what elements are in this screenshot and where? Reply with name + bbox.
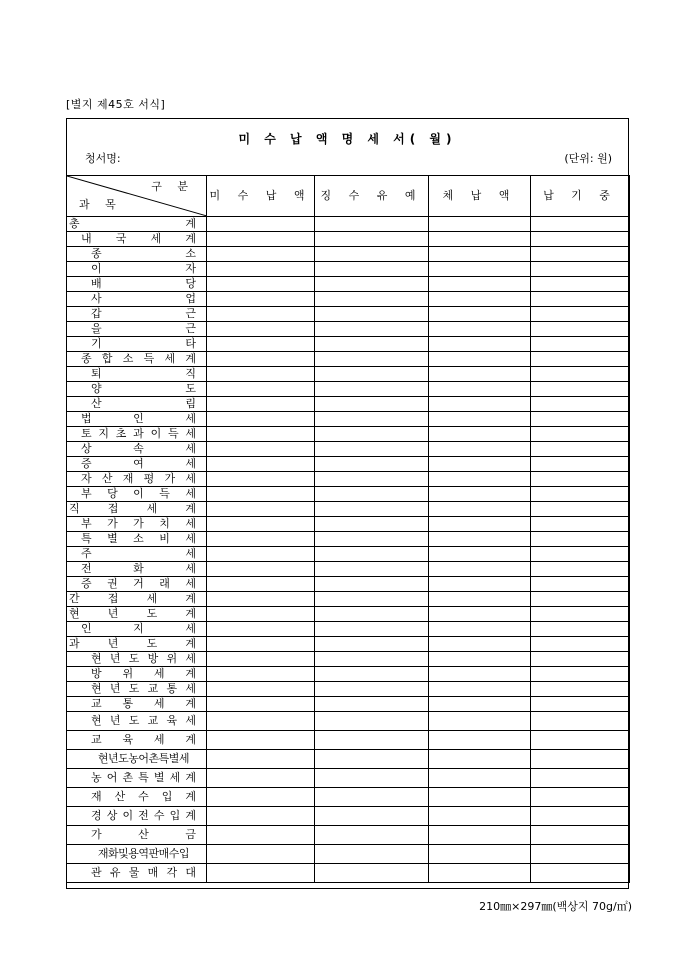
- table-row: [67, 412, 630, 427]
- column-header-misunap: 미 수 납 액: [207, 176, 315, 217]
- value-cell-jingsu-yuye[interactable]: [315, 277, 429, 292]
- row-label: 특 별 소 비 세: [67, 532, 207, 547]
- table-row: [67, 277, 630, 292]
- unit-label: (단위: 원): [564, 152, 612, 165]
- value-cell-napgi[interactable]: [531, 826, 630, 845]
- row-label: 증 여 세: [67, 457, 207, 472]
- value-cell-chenap[interactable]: [429, 382, 531, 397]
- value-cell-napgi[interactable]: [531, 472, 630, 487]
- row-label: 재 산 수 입 계: [67, 788, 207, 807]
- value-cell-jingsu-yuye[interactable]: [315, 577, 429, 592]
- value-cell-chenap[interactable]: [429, 622, 531, 637]
- value-cell-misunap[interactable]: [207, 532, 315, 547]
- value-cell-napgi[interactable]: [531, 232, 630, 247]
- value-cell-misunap[interactable]: [207, 697, 315, 712]
- value-cell-chenap[interactable]: [429, 472, 531, 487]
- value-cell-chenap[interactable]: [429, 697, 531, 712]
- table-row: [67, 532, 630, 547]
- table-row: [67, 487, 630, 502]
- row-label: 갑 근: [67, 307, 207, 322]
- value-cell-chenap[interactable]: [429, 577, 531, 592]
- value-cell-chenap[interactable]: [429, 826, 531, 845]
- value-cell-napgi[interactable]: [531, 697, 630, 712]
- table-row: [67, 262, 630, 277]
- value-cell-misunap[interactable]: [207, 472, 315, 487]
- value-cell-chenap[interactable]: [429, 547, 531, 562]
- value-cell-napgi[interactable]: [531, 622, 630, 637]
- value-cell-misunap[interactable]: [207, 277, 315, 292]
- table-row: [67, 322, 630, 337]
- table-row: [67, 769, 630, 788]
- value-cell-jingsu-yuye[interactable]: [315, 682, 429, 697]
- table-row: [67, 667, 630, 682]
- value-cell-chenap[interactable]: [429, 807, 531, 826]
- value-cell-misunap[interactable]: [207, 457, 315, 472]
- table-row: [67, 427, 630, 442]
- row-label: 현 년 도 방 위 세: [67, 652, 207, 667]
- row-label: 관 유 물 매 각 대: [67, 864, 207, 883]
- value-cell-chenap[interactable]: [429, 262, 531, 277]
- row-label: 상 속 세: [67, 442, 207, 457]
- table-row: [67, 457, 630, 472]
- value-cell-napgi[interactable]: [531, 864, 630, 883]
- value-cell-chenap[interactable]: [429, 682, 531, 697]
- value-cell-misunap[interactable]: [207, 845, 315, 864]
- value-cell-misunap[interactable]: [207, 807, 315, 826]
- value-cell-misunap[interactable]: [207, 750, 315, 769]
- value-cell-misunap[interactable]: [207, 247, 315, 262]
- row-label: 농 어 촌 특 별 세 계: [67, 769, 207, 788]
- value-cell-jingsu-yuye[interactable]: [315, 442, 429, 457]
- value-cell-jingsu-yuye[interactable]: [315, 382, 429, 397]
- value-cell-misunap[interactable]: [207, 517, 315, 532]
- value-cell-napgi[interactable]: [531, 262, 630, 277]
- value-cell-chenap[interactable]: [429, 637, 531, 652]
- value-cell-napgi[interactable]: [531, 247, 630, 262]
- value-cell-jingsu-yuye[interactable]: [315, 337, 429, 352]
- table-row: [67, 607, 630, 622]
- value-cell-jingsu-yuye[interactable]: [315, 262, 429, 277]
- table-row: [67, 682, 630, 697]
- row-label: 증 권 거 래 세: [67, 577, 207, 592]
- value-cell-misunap[interactable]: [207, 682, 315, 697]
- value-cell-chenap[interactable]: [429, 292, 531, 307]
- value-cell-jingsu-yuye[interactable]: [315, 352, 429, 367]
- row-label: 재화및용역판매수입: [67, 845, 207, 864]
- value-cell-misunap[interactable]: [207, 217, 315, 232]
- value-cell-napgi[interactable]: [531, 652, 630, 667]
- value-cell-jingsu-yuye[interactable]: [315, 788, 429, 807]
- value-cell-chenap[interactable]: [429, 217, 531, 232]
- statement-form: [66, 118, 629, 889]
- value-cell-napgi[interactable]: [531, 502, 630, 517]
- value-cell-napgi[interactable]: [531, 292, 630, 307]
- value-cell-misunap[interactable]: [207, 826, 315, 845]
- value-cell-jingsu-yuye[interactable]: [315, 864, 429, 883]
- value-cell-napgi[interactable]: [531, 577, 630, 592]
- form-title: 미 수 납 액 명 세 서( 월): [238, 132, 457, 146]
- column-header-jingsu-yuye: 징 수 유 예: [315, 176, 429, 217]
- value-cell-misunap[interactable]: [207, 397, 315, 412]
- table-row: [67, 652, 630, 667]
- value-cell-jingsu-yuye[interactable]: [315, 232, 429, 247]
- value-cell-napgi[interactable]: [531, 607, 630, 622]
- value-cell-jingsu-yuye[interactable]: [315, 667, 429, 682]
- value-cell-chenap[interactable]: [429, 502, 531, 517]
- value-cell-chenap[interactable]: [429, 352, 531, 367]
- value-cell-misunap[interactable]: [207, 367, 315, 382]
- value-cell-chenap[interactable]: [429, 562, 531, 577]
- value-cell-misunap[interactable]: [207, 731, 315, 750]
- row-label: 현 년 도 교 육 세: [67, 712, 207, 731]
- value-cell-chenap[interactable]: [429, 427, 531, 442]
- table-row: [67, 247, 630, 262]
- value-cell-napgi[interactable]: [531, 667, 630, 682]
- table-row: [67, 562, 630, 577]
- table-row: [67, 502, 630, 517]
- table-row: [67, 750, 630, 769]
- table-row: [67, 232, 630, 247]
- row-label: 법 인 세: [67, 412, 207, 427]
- row-label: 사 업: [67, 292, 207, 307]
- value-cell-chenap[interactable]: [429, 457, 531, 472]
- value-cell-chenap[interactable]: [429, 397, 531, 412]
- value-cell-chenap[interactable]: [429, 788, 531, 807]
- row-label: 가 산 금: [67, 826, 207, 845]
- value-cell-misunap[interactable]: [207, 592, 315, 607]
- value-cell-chenap[interactable]: [429, 667, 531, 682]
- value-cell-napgi[interactable]: [531, 397, 630, 412]
- value-cell-misunap[interactable]: [207, 622, 315, 637]
- value-cell-napgi[interactable]: [531, 367, 630, 382]
- row-label: 총 계: [67, 217, 207, 232]
- row-label: 을 근: [67, 322, 207, 337]
- value-cell-napgi[interactable]: [531, 322, 630, 337]
- table-row: [67, 712, 630, 731]
- value-cell-chenap[interactable]: [429, 712, 531, 731]
- row-label: 인 지 세: [67, 622, 207, 637]
- value-cell-napgi[interactable]: [531, 427, 630, 442]
- value-cell-chenap[interactable]: [429, 845, 531, 864]
- value-cell-jingsu-yuye[interactable]: [315, 307, 429, 322]
- value-cell-napgi[interactable]: [531, 517, 630, 532]
- row-label: 종 합 소 득 세 계: [67, 352, 207, 367]
- table-row: [67, 577, 630, 592]
- table-row: [67, 622, 630, 637]
- value-cell-jingsu-yuye[interactable]: [315, 712, 429, 731]
- row-label: 현 년 도 교 통 세: [67, 682, 207, 697]
- value-cell-misunap[interactable]: [207, 769, 315, 788]
- value-cell-misunap[interactable]: [207, 637, 315, 652]
- value-cell-chenap[interactable]: [429, 607, 531, 622]
- value-cell-jingsu-yuye[interactable]: [315, 427, 429, 442]
- value-cell-chenap[interactable]: [429, 337, 531, 352]
- value-cell-misunap[interactable]: [207, 487, 315, 502]
- table-row: [67, 547, 630, 562]
- table-row: [67, 788, 630, 807]
- value-cell-chenap[interactable]: [429, 532, 531, 547]
- value-cell-misunap[interactable]: [207, 337, 315, 352]
- value-cell-chenap[interactable]: [429, 322, 531, 337]
- column-header-napgi: 납 기 중: [531, 176, 630, 217]
- table-row: [67, 217, 630, 232]
- value-cell-jingsu-yuye[interactable]: [315, 731, 429, 750]
- value-cell-jingsu-yuye[interactable]: [315, 826, 429, 845]
- value-cell-chenap[interactable]: [429, 769, 531, 788]
- value-cell-chenap[interactable]: [429, 307, 531, 322]
- value-cell-misunap[interactable]: [207, 232, 315, 247]
- row-label: 자 산 재 평 가 세: [67, 472, 207, 487]
- value-cell-jingsu-yuye[interactable]: [315, 487, 429, 502]
- row-label: 경 상 이 전 수 입 계: [67, 807, 207, 826]
- row-label: 배 당: [67, 277, 207, 292]
- table-row: [67, 307, 630, 322]
- value-cell-chenap[interactable]: [429, 652, 531, 667]
- value-cell-jingsu-yuye[interactable]: [315, 247, 429, 262]
- value-cell-misunap[interactable]: [207, 412, 315, 427]
- value-cell-napgi[interactable]: [531, 592, 630, 607]
- table-row: [67, 337, 630, 352]
- value-cell-jingsu-yuye[interactable]: [315, 607, 429, 622]
- value-cell-misunap[interactable]: [207, 352, 315, 367]
- header-gubun: 구 분: [151, 180, 194, 193]
- value-cell-jingsu-yuye[interactable]: [315, 412, 429, 427]
- row-label: 기 타: [67, 337, 207, 352]
- value-cell-misunap[interactable]: [207, 292, 315, 307]
- table-row: [67, 367, 630, 382]
- header-gwamok: 과 목: [79, 198, 122, 211]
- value-cell-jingsu-yuye[interactable]: [315, 652, 429, 667]
- value-cell-chenap[interactable]: [429, 442, 531, 457]
- table-header-row: [67, 176, 630, 217]
- value-cell-jingsu-yuye[interactable]: [315, 292, 429, 307]
- value-cell-misunap[interactable]: [207, 427, 315, 442]
- value-cell-napgi[interactable]: [531, 457, 630, 472]
- value-cell-chenap[interactable]: [429, 517, 531, 532]
- row-label: 토 지 초 과 이 득 세: [67, 427, 207, 442]
- value-cell-jingsu-yuye[interactable]: [315, 845, 429, 864]
- value-cell-misunap[interactable]: [207, 562, 315, 577]
- value-cell-chenap[interactable]: [429, 277, 531, 292]
- row-label: 현년도농어촌특별세: [67, 750, 207, 769]
- value-cell-misunap[interactable]: [207, 788, 315, 807]
- value-cell-chenap[interactable]: [429, 247, 531, 262]
- value-cell-chenap[interactable]: [429, 592, 531, 607]
- value-cell-chenap[interactable]: [429, 367, 531, 382]
- value-cell-misunap[interactable]: [207, 712, 315, 731]
- row-label: 양 도: [67, 382, 207, 397]
- value-cell-misunap[interactable]: [207, 652, 315, 667]
- value-cell-jingsu-yuye[interactable]: [315, 592, 429, 607]
- table-row: [67, 472, 630, 487]
- table-row: [67, 697, 630, 712]
- value-cell-napgi[interactable]: [531, 712, 630, 731]
- table-row: [67, 731, 630, 750]
- table-row: [67, 826, 630, 845]
- value-cell-jingsu-yuye[interactable]: [315, 750, 429, 769]
- row-label: 부 당 이 득 세: [67, 487, 207, 502]
- table-row: [67, 807, 630, 826]
- value-cell-jingsu-yuye[interactable]: [315, 502, 429, 517]
- value-cell-napgi[interactable]: [531, 845, 630, 864]
- row-label: 내 국 세 계: [67, 232, 207, 247]
- value-cell-napgi[interactable]: [531, 487, 630, 502]
- value-cell-chenap[interactable]: [429, 750, 531, 769]
- value-cell-misunap[interactable]: [207, 442, 315, 457]
- value-cell-jingsu-yuye[interactable]: [315, 517, 429, 532]
- value-cell-napgi[interactable]: [531, 731, 630, 750]
- value-cell-jingsu-yuye[interactable]: [315, 397, 429, 412]
- value-cell-chenap[interactable]: [429, 731, 531, 750]
- paper-spec-note: 210㎜×297㎜(백상지 70g/㎡): [479, 900, 632, 913]
- table-row: [67, 637, 630, 652]
- row-label: 종 소: [67, 247, 207, 262]
- value-cell-chenap[interactable]: [429, 864, 531, 883]
- table-row: [67, 442, 630, 457]
- value-cell-napgi[interactable]: [531, 532, 630, 547]
- arrears-table: [66, 175, 630, 883]
- form-number-label: [별지 제45호 서식]: [66, 98, 166, 111]
- value-cell-napgi[interactable]: [531, 788, 630, 807]
- value-cell-misunap[interactable]: [207, 382, 315, 397]
- value-cell-napgi[interactable]: [531, 337, 630, 352]
- value-cell-chenap[interactable]: [429, 487, 531, 502]
- value-cell-jingsu-yuye[interactable]: [315, 562, 429, 577]
- value-cell-jingsu-yuye[interactable]: [315, 807, 429, 826]
- diagonal-header-cell: [67, 176, 207, 217]
- value-cell-jingsu-yuye[interactable]: [315, 472, 429, 487]
- row-label: 직 접 세 계: [67, 502, 207, 517]
- table-row: [67, 592, 630, 607]
- value-cell-jingsu-yuye[interactable]: [315, 322, 429, 337]
- value-cell-misunap[interactable]: [207, 667, 315, 682]
- value-cell-misunap[interactable]: [207, 322, 315, 337]
- value-cell-napgi[interactable]: [531, 807, 630, 826]
- value-cell-jingsu-yuye[interactable]: [315, 217, 429, 232]
- value-cell-napgi[interactable]: [531, 382, 630, 397]
- row-label: 이 자: [67, 262, 207, 277]
- value-cell-misunap[interactable]: [207, 307, 315, 322]
- row-label: 교 육 세 계: [67, 731, 207, 750]
- table-row: [67, 292, 630, 307]
- value-cell-napgi[interactable]: [531, 547, 630, 562]
- value-cell-napgi[interactable]: [531, 307, 630, 322]
- value-cell-napgi[interactable]: [531, 769, 630, 788]
- table-row: [67, 517, 630, 532]
- value-cell-chenap[interactable]: [429, 232, 531, 247]
- row-label: 주 세: [67, 547, 207, 562]
- value-cell-napgi[interactable]: [531, 682, 630, 697]
- value-cell-napgi[interactable]: [531, 750, 630, 769]
- table-row: [67, 397, 630, 412]
- claimant-label: 청서명:: [85, 152, 121, 165]
- value-cell-napgi[interactable]: [531, 637, 630, 652]
- value-cell-misunap[interactable]: [207, 262, 315, 277]
- value-cell-misunap[interactable]: [207, 864, 315, 883]
- row-label: 과 년 도 계: [67, 637, 207, 652]
- row-label: 전 화 세: [67, 562, 207, 577]
- table-row: [67, 845, 630, 864]
- row-label: 교 통 세 계: [67, 697, 207, 712]
- row-label: 산 림: [67, 397, 207, 412]
- value-cell-jingsu-yuye[interactable]: [315, 622, 429, 637]
- value-cell-jingsu-yuye[interactable]: [315, 367, 429, 382]
- value-cell-jingsu-yuye[interactable]: [315, 547, 429, 562]
- table-row: [67, 864, 630, 883]
- value-cell-jingsu-yuye[interactable]: [315, 532, 429, 547]
- value-cell-napgi[interactable]: [531, 277, 630, 292]
- value-cell-jingsu-yuye[interactable]: [315, 697, 429, 712]
- value-cell-jingsu-yuye[interactable]: [315, 457, 429, 472]
- row-label: 방 위 세 계: [67, 667, 207, 682]
- value-cell-napgi[interactable]: [531, 352, 630, 367]
- value-cell-napgi[interactable]: [531, 412, 630, 427]
- value-cell-misunap[interactable]: [207, 577, 315, 592]
- value-cell-misunap[interactable]: [207, 607, 315, 622]
- value-cell-napgi[interactable]: [531, 562, 630, 577]
- column-header-chenap: 체 납 액: [429, 176, 531, 217]
- value-cell-jingsu-yuye[interactable]: [315, 637, 429, 652]
- row-label: 부 가 가 치 세: [67, 517, 207, 532]
- value-cell-misunap[interactable]: [207, 502, 315, 517]
- table-row: [67, 382, 630, 397]
- row-label: 현 년 도 계: [67, 607, 207, 622]
- value-cell-chenap[interactable]: [429, 412, 531, 427]
- row-label: 퇴 직: [67, 367, 207, 382]
- value-cell-napgi[interactable]: [531, 442, 630, 457]
- row-label: 간 접 세 계: [67, 592, 207, 607]
- table-row: [67, 352, 630, 367]
- value-cell-jingsu-yuye[interactable]: [315, 769, 429, 788]
- value-cell-misunap[interactable]: [207, 547, 315, 562]
- value-cell-napgi[interactable]: [531, 217, 630, 232]
